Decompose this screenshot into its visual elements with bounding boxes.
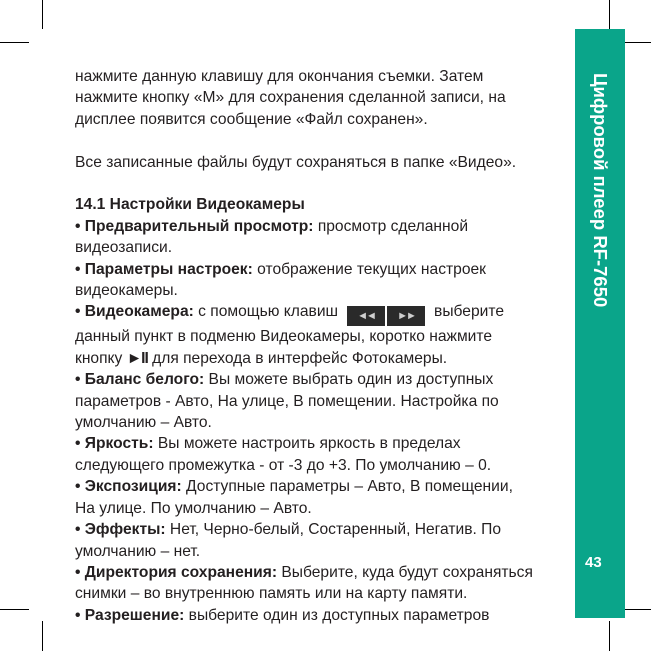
crop-mark bbox=[42, 0, 43, 29]
crop-mark bbox=[621, 609, 651, 610]
item-label: • Баланс белого: bbox=[75, 371, 205, 389]
crop-mark bbox=[0, 42, 29, 43]
item-text: Доступные параметры – Авто, В помещении, bbox=[181, 478, 513, 496]
crop-mark bbox=[609, 0, 610, 29]
item-text: кнопку bbox=[75, 349, 127, 367]
item-label: • Экспозиция: bbox=[75, 478, 182, 496]
list-item bbox=[75, 259, 570, 280]
item-label: • Предварительный просмотр: bbox=[75, 217, 314, 235]
note-text: Все записанные файлы будут сохраняться в папке «Видео». bbox=[75, 153, 517, 171]
nav-keys bbox=[346, 301, 426, 326]
item-text: Вы можете выбрать один из доступных bbox=[204, 371, 494, 389]
item-continuation: параметров - Авто, На улице, В помещении. Настройка по bbox=[75, 392, 499, 410]
list-item bbox=[75, 605, 570, 626]
list-item bbox=[75, 562, 570, 583]
previous-track-icon: ◄◄ bbox=[347, 306, 385, 326]
next-track-icon: ►► bbox=[387, 306, 425, 326]
item-continuation: умолчанию – Авто. bbox=[75, 414, 212, 432]
paragraph-line: нажмите кнопку «М» для сохранения сделанной записи, на bbox=[75, 89, 506, 107]
item-label: • Параметры настроек: bbox=[75, 260, 253, 278]
crop-mark bbox=[609, 621, 610, 651]
item-continuation: На улице. По умолчанию – Авто. bbox=[75, 499, 312, 517]
item-label: • Эффекты: bbox=[75, 521, 166, 539]
page-content bbox=[75, 66, 570, 626]
item-text: выберите один из доступных параметров bbox=[184, 606, 490, 624]
crop-mark bbox=[42, 621, 43, 651]
item-text: просмотр сделанной bbox=[313, 217, 469, 235]
item-continuation bbox=[75, 348, 570, 369]
item-continuation: данный пункт в подменю Видеокамеры, коротко нажмите bbox=[75, 328, 493, 346]
paragraph-line: нажмите данную клавишу для окончания съемки. Затем bbox=[75, 68, 484, 85]
list-item bbox=[75, 216, 570, 237]
item-text: для перехода в интерфейс Фотокамеры. bbox=[147, 349, 448, 367]
sidebar-tab bbox=[575, 29, 625, 618]
list-item bbox=[75, 369, 570, 390]
item-label: • Директория сохранения: bbox=[75, 563, 278, 581]
item-text: Выберите, куда будут сохраняться bbox=[277, 563, 533, 581]
item-continuation: видеозаписи. bbox=[75, 239, 173, 257]
crop-mark bbox=[0, 609, 29, 610]
item-continuation: снимки – во внутреннюю память или на карту памяти. bbox=[75, 585, 468, 603]
page-number: 43 bbox=[585, 554, 602, 571]
item-continuation: следующего промежутка - от -3 до +3. По умолчанию – 0. bbox=[75, 456, 492, 474]
list-item bbox=[75, 476, 570, 497]
list-item bbox=[75, 433, 570, 454]
item-label: • Видеокамера: bbox=[75, 303, 194, 321]
item-continuation: видеокамеры. bbox=[75, 282, 178, 300]
play-pause-icon: ►II bbox=[126, 349, 148, 367]
item-text: Нет, Черно-белый, Состаренный, Негатив. По bbox=[165, 521, 502, 539]
item-text: с помощью клавиш bbox=[193, 303, 339, 321]
item-continuation: умолчанию – нет. bbox=[75, 542, 201, 560]
section-heading: 14.1 Настройки Видеокамеры bbox=[75, 196, 305, 214]
item-label: • Разрешение: bbox=[75, 606, 185, 624]
paragraph-line: дисплее появится сообщение «Файл сохранен». bbox=[75, 110, 428, 128]
list-item bbox=[75, 301, 570, 326]
item-text: отображение текущих настроек bbox=[252, 260, 486, 278]
sidebar-title: Цифровой плеер RF-7650 bbox=[590, 73, 611, 308]
item-text: Вы можете настроить яркость в пределах bbox=[153, 435, 461, 453]
crop-mark bbox=[621, 42, 651, 43]
item-label: • Яркость: bbox=[75, 435, 154, 453]
list-item bbox=[75, 519, 570, 540]
item-text: выберите bbox=[434, 303, 504, 321]
